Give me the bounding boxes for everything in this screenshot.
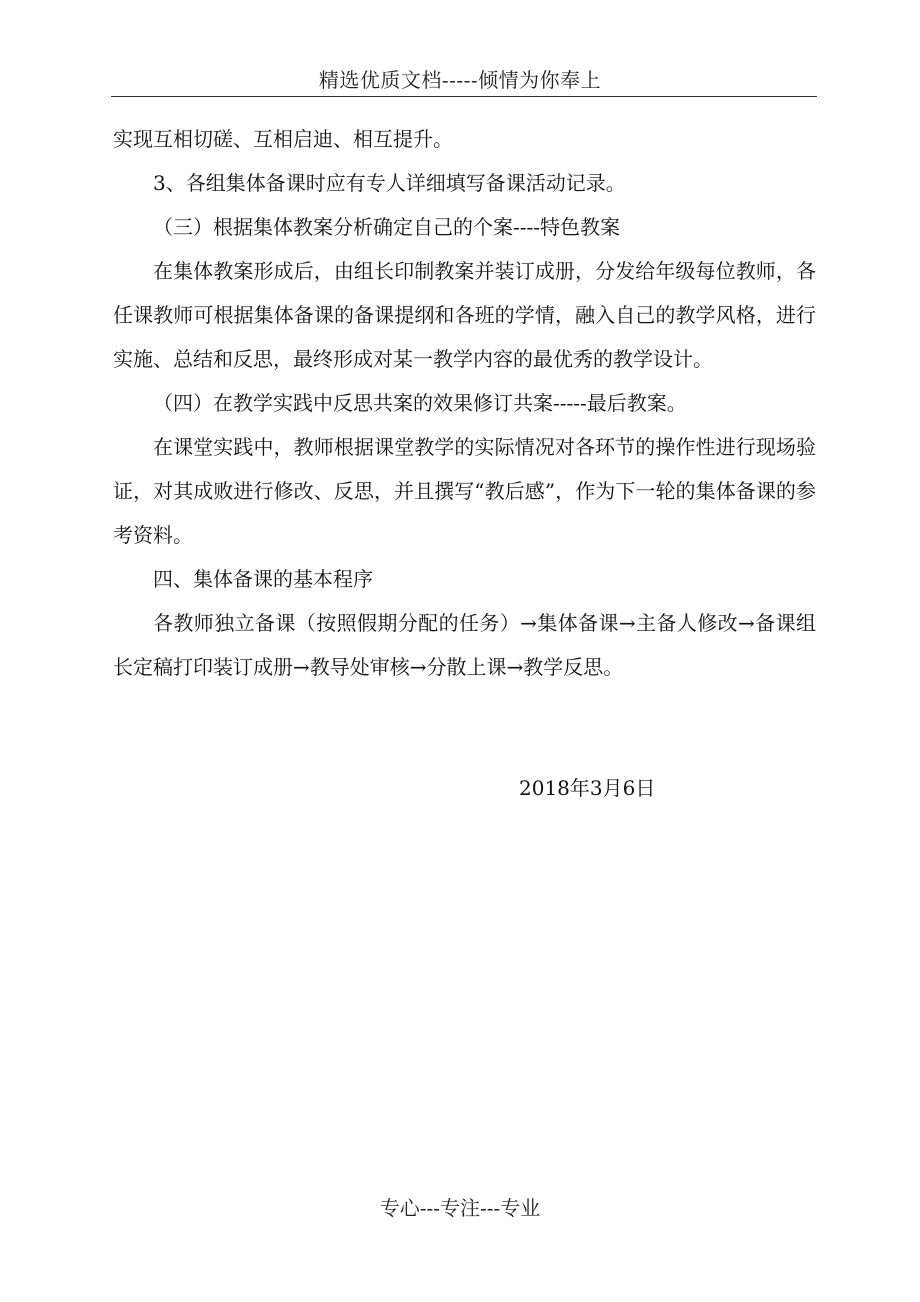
paragraph-section-4-body: 在课堂实践中，教师根据课堂教学的实际情况对各环节的操作性进行现场验证，对其成败进行修改、反思，并且撰写“教后感”，作为下一轮的集体备课的参考资料。 [113,435,816,547]
section-heading-4: （四）在教学实践中反思共案的效果修订共案-----最后教案。 [153,391,687,415]
section-heading-procedure: 四、集体备课的基本程序 [153,567,373,591]
paragraph-section-3-body: 在集体教案形成后，由组长印制教案并装订成册，分发给年级每位教师，各任课教师可根据集体备课的备课提纲和各班的学情，融入自己的教学风格，进行实施、总结和反思，最终形成对某一教学内容的最优秀的教学设计。 [113,259,816,371]
page-header: 精选优质文档-----倾情为你奉上 [318,68,602,92]
document-date: 2018年3月6日 [519,776,656,800]
header-divider [111,96,817,97]
document-body [113,117,816,689]
section-heading-3: （三）根据集体教案分析确定自己的个案----特色教案 [153,215,621,239]
paragraph-item-3: 3、各组集体备课时应有专人详细填写备课活动记录。 [153,171,626,195]
paragraph-procedure-body: 各教师独立备课（按照假期分配的任务）→集体备课→主备人修改→备课组长定稿打印装订成册→教导处审核→分散上课→教学反思。 [113,611,816,679]
paragraph-continuation: 实现互相切磋、互相启迪、相互提升。 [113,127,453,151]
page-footer: 专心---专注---专业 [379,1196,541,1220]
